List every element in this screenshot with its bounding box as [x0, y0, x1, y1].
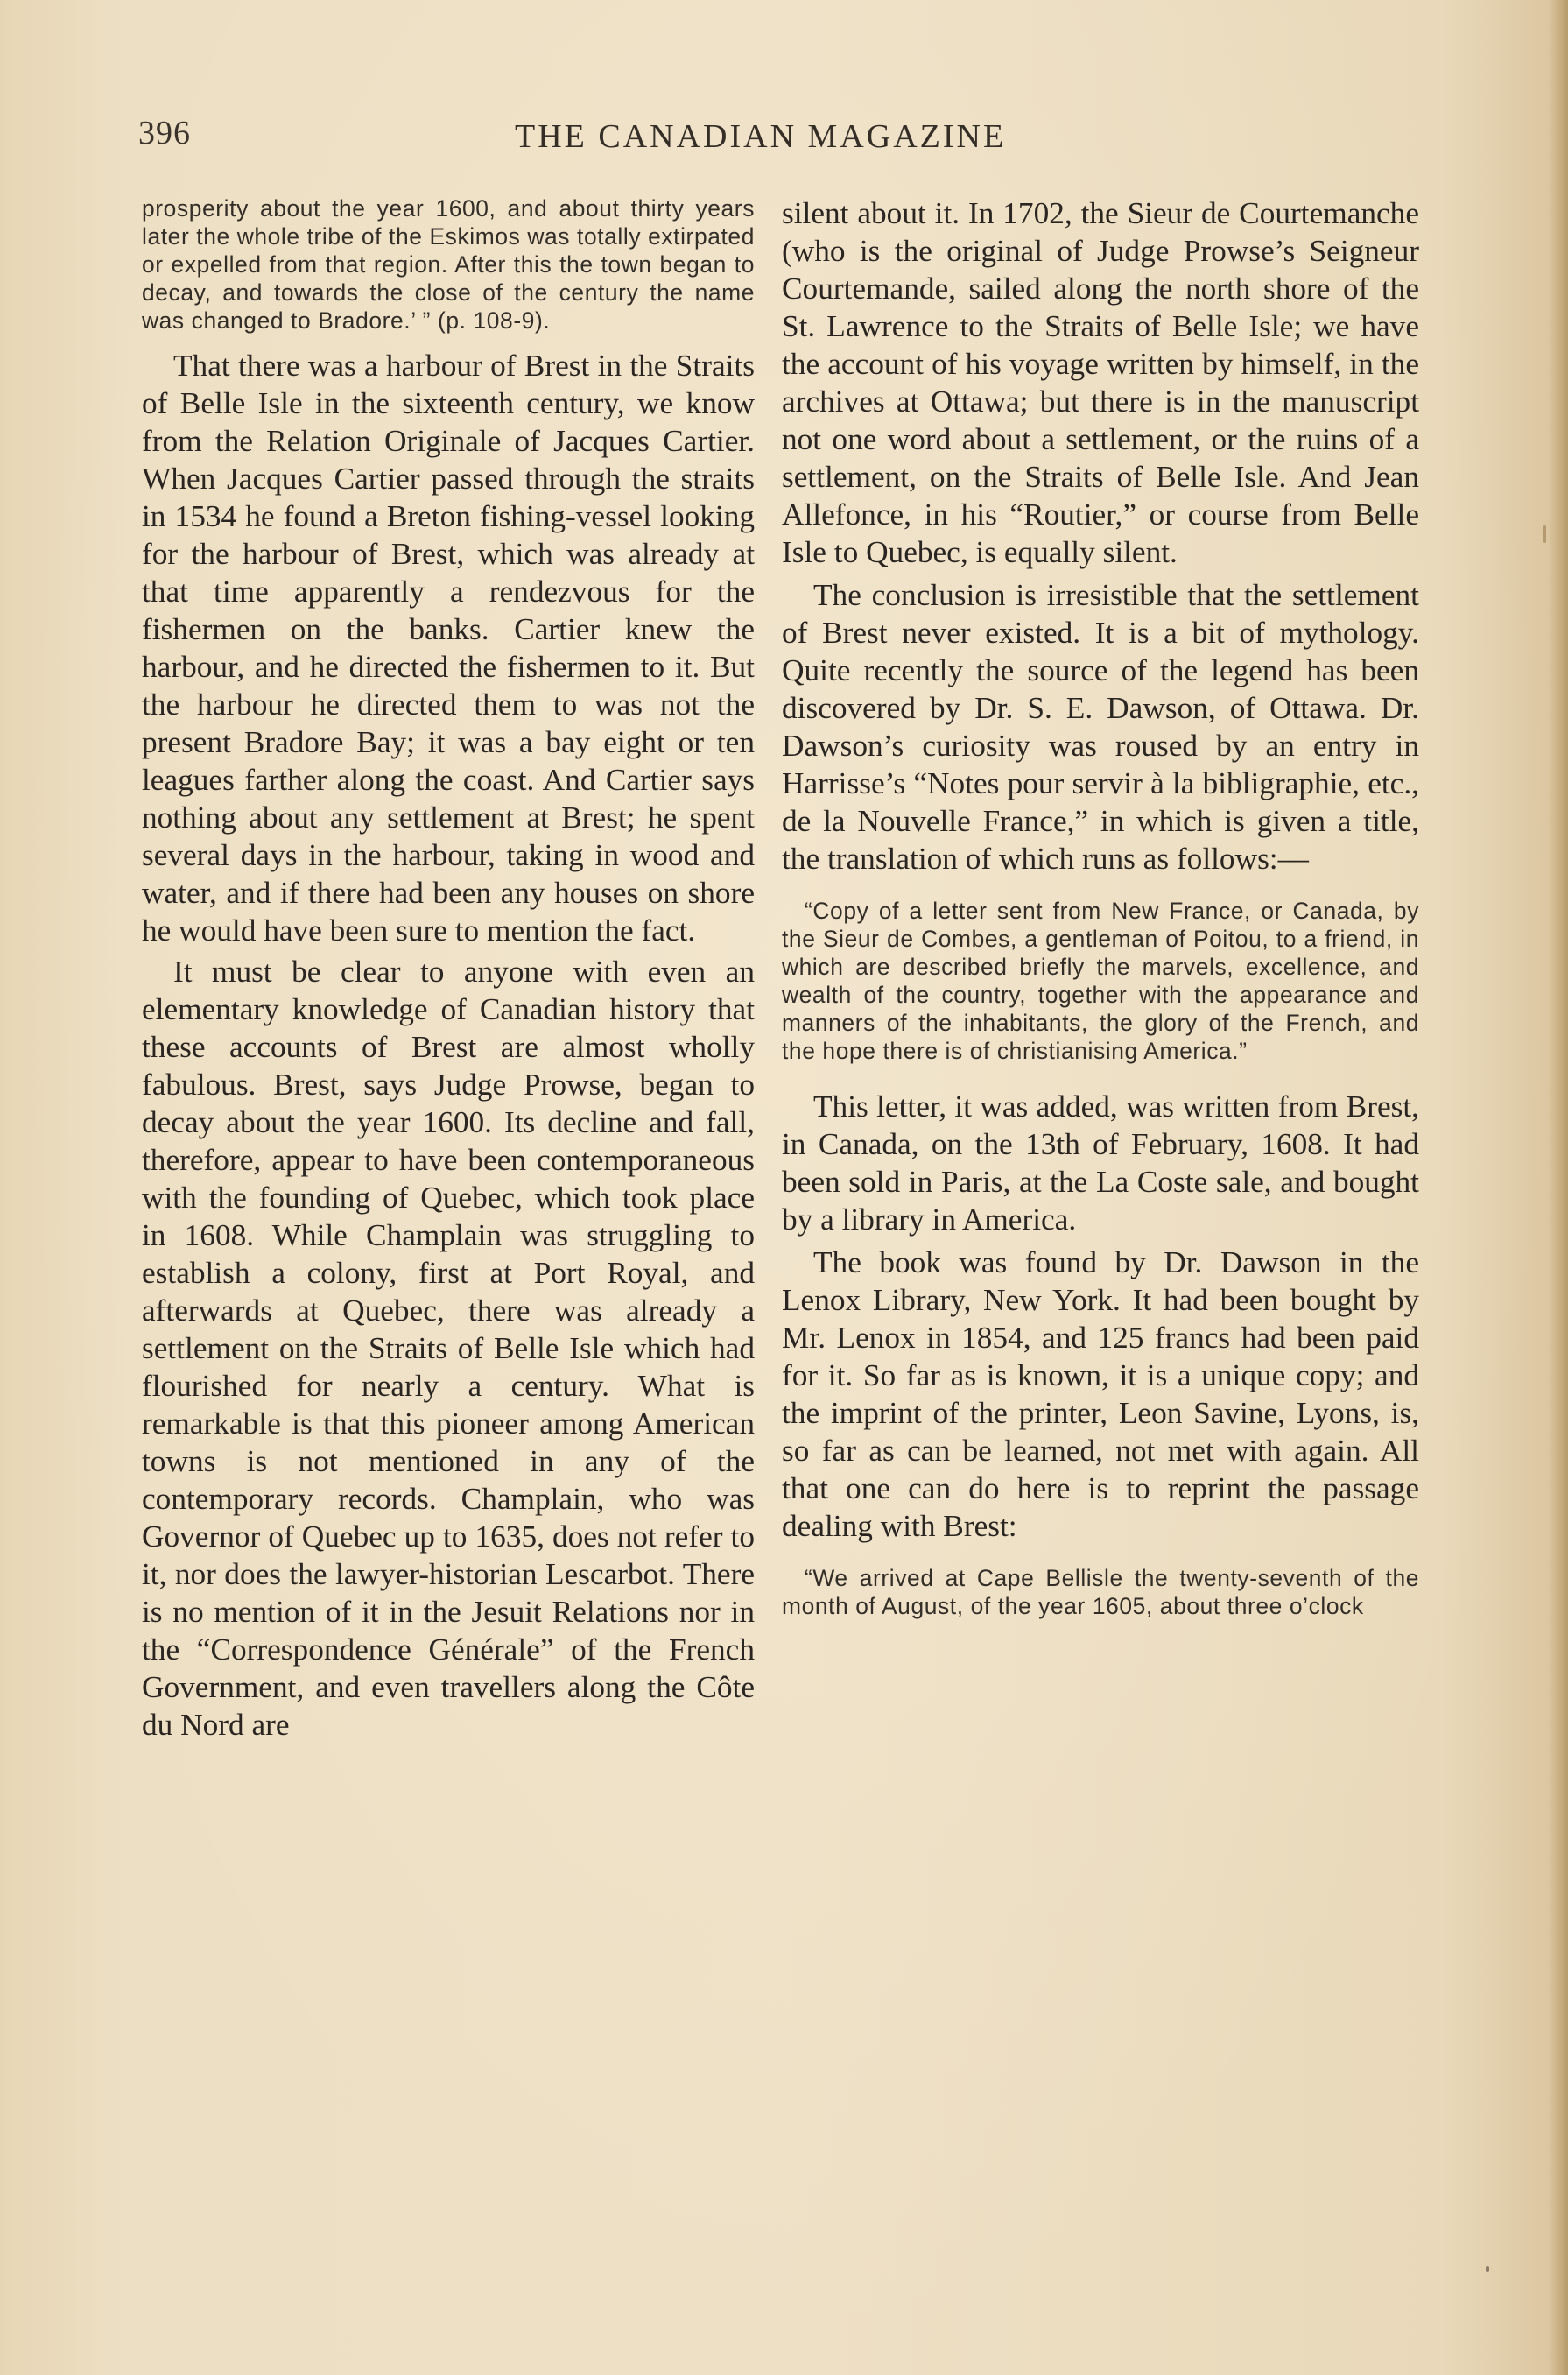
paper-speck	[1543, 525, 1546, 543]
left-column	[142, 194, 755, 1744]
page-number: 396	[138, 115, 191, 152]
running-head: THE CANADIAN MAGAZINE	[515, 118, 1007, 155]
left-quote-top: prosperity about the year 1600, and about thirty years later the whole tribe of the Eskimos was totally extirpated or expelled from that region. After this the town began to decay, and towards the close of the century the name was changed to Bradore.’ ” (p. 108-9).	[142, 195, 755, 334]
paper-speck	[1486, 2266, 1489, 2272]
right-quote-end: “We arrived at Cape Bellisle the twenty-seventh of the month of August, of the year 1605, about three o’clock	[782, 1565, 1419, 1619]
right-quote-letter-title: “Copy of a letter sent from New France, or Canada, by the Sieur de Combes, a gentleman of Poitou, to a friend, in which are described briefly the marvels, excellence, and wealth of the country, together with the appearance and manners of the inhabitants, the glory of the French, and the hope there is of christianising America.”	[782, 898, 1419, 1064]
right-paragraph-2: The conclusion is irresistible that the settlement of Brest never existed. It is a bit of mythology. Quite recently the source of the legend has been discovered by Dr. S. E. Dawson, of Ottawa. Dr. Dawson’s curiosity was roused by an entry in Harrisse’s “Notes pour servir à la bibligraphie, etc., de la Nouvelle France,” in which is given a title, the translation of which runs as follows:—	[782, 578, 1419, 876]
right-paragraph-1: silent about it. In 1702, the Sieur de Courtemanche (who is the original of Judge Prowse’s Seigneur Courtemande, sailed along the north shore of the St. Lawrence to the Straits of Belle Isle; we have the account of his voyage written by himself, in the archives at Ottawa; but there is in the manuscript not one word about a settlement, or the ruins of a settlement, on the Straits of Belle Isle. And Jean Allefonce, in his “Routier,” or course from Belle Isle to Quebec, is equally silent.	[782, 196, 1419, 569]
right-column	[782, 194, 1419, 1620]
page-edge-shadow	[1549, 0, 1568, 2375]
page-header	[138, 114, 1504, 166]
left-paragraph-2: It must be clear to anyone with even an elementary knowledge of Canadian history that these accounts of Brest are almost wholly fabulous. Brest, says Judge Prowse, began to decay about the year 1600. Its decline and fall, therefore, appear to have been contemporaneous with the founding of Quebec, which took place in 1608. While Champlain was struggling to establish a colony, first at Port Royal, and afterwards at Quebec, there was already a settlement on the Straits of Belle Isle which had flourished for nearly a century. What is remarkable is that this pioneer among American towns is not mentioned in any of the contemporary records. Champlain, who was Governor of Quebec up to 1635, does not refer to it, nor does the lawyer-historian Lescarbot. There is no mention of it in the Jesuit Relations nor in the “Correspondence Générale” of the French Government, and even travellers along the Côte du Nord are	[142, 955, 755, 1742]
right-paragraph-4: The book was found by Dr. Dawson in the Lenox Library, New York. It had been bought by Mr. Lenox in 1854, and 125 francs had been paid for it. So far as is known, it is a unique copy; and the imprint of the printer, Leon Savine, Lyons, is, so far as can be learned, not met with again. All that one can do here is to reprint the passage dealing with Brest:	[782, 1245, 1419, 1543]
right-paragraph-3: This letter, it was added, was written from Brest, in Canada, on the 13th of February, 1608. It had been sold in Paris, at the La Coste sale, and bought by a library in America.	[782, 1089, 1419, 1237]
left-paragraph-1: That there was a harbour of Brest in the Straits of Belle Isle in the sixteenth century, we know from the Relation Originale of Jacques Cartier. When Jacques Cartier passed through the straits in 1534 he found a Breton fishing-vessel looking for the harbour of Brest, which was already at that time apparently a rendezvous for the fishermen on the banks. Cartier knew the harbour, and he directed the fishermen to it. But the harbour he directed them to was not the present Bradore Bay; it was a bay eight or ten leagues farther along the coast. And Cartier says nothing about any settlement at Brest; he spent several days in the harbour, taking in wood and water, and if there had been any houses on shore he would have been sure to mention the fact.	[142, 349, 755, 948]
